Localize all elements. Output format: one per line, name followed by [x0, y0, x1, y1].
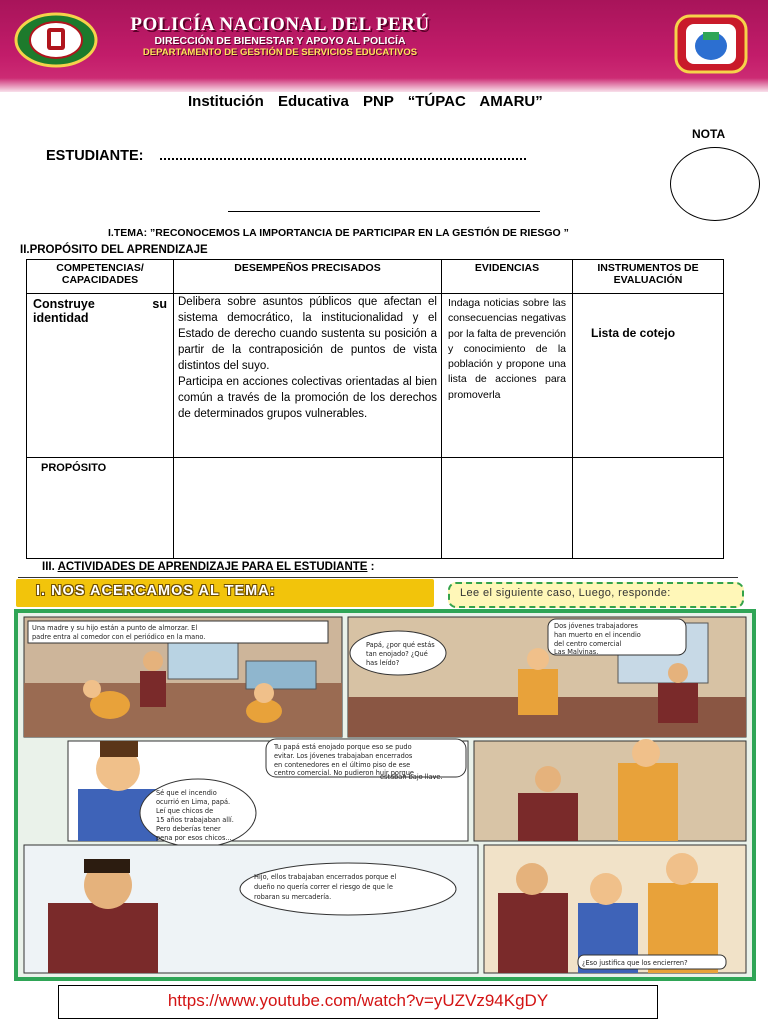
learning-purpose-table: [26, 259, 724, 559]
comic-illustration: [18, 613, 752, 977]
character-father: [140, 671, 166, 707]
bubble-4-line-3: Leí que chicos de: [156, 807, 214, 815]
desempeno-2: Participa en acciones colectivas orientadas al bien común a través de la promoción de los derechos de determinados grupos vulnerables.: [178, 376, 437, 420]
bubble-1-line-3: has leído?: [366, 659, 400, 667]
bubble-5-line-2: dueño no quería correr el riesgo de que le: [254, 883, 393, 891]
activities-prefix: III.: [42, 561, 58, 573]
header-desempenos: DESEMPEÑOS PRECISADOS: [174, 260, 442, 294]
police-crest-icon: [14, 12, 98, 68]
school-crest-icon: [672, 10, 750, 76]
proposito-instrumento-empty[interactable]: [573, 458, 724, 559]
divider-line: [228, 211, 540, 212]
bubble-1-line-1: Papá, ¿por qué estás: [366, 641, 435, 649]
header-subtitle-1: DIRECCIÓN DE BIENESTAR Y APOYO AL POLICÍA: [154, 35, 406, 47]
bubble-3-line-1: Tu papá está enojado porque eso se pudo: [274, 743, 412, 751]
bubble-2-line-4: Las Malvinas.: [554, 648, 599, 656]
tema-title: I.TEMA: ”RECONOCEMOS LA IMPORTANCIA DE PARTICIPAR EN LA GESTIÓN DE RIESGO ”: [108, 227, 569, 239]
evidencia-cell: Indaga noticias sobre las consecuencias negativas por la falta de prevención y conocimiento de la población y propone una lista de acciones para promoverla: [442, 294, 573, 458]
proposito-desempeno-empty[interactable]: [174, 458, 442, 559]
institution-name: Institución Educativa PNP “TÚPAC AMARU”: [188, 93, 543, 110]
activities-title: ACTIVIDADES DE APRENDIZAJE PARA EL ESTUDIANTE: [57, 561, 368, 573]
activities-heading: [42, 561, 375, 573]
comic-strip: [14, 609, 756, 981]
desempenos-cell: [174, 294, 442, 458]
bubble-2-line-2: han muerto en el incendio: [554, 631, 641, 639]
instruction-text: Lee el siguiente caso, Luego, responde:: [460, 587, 671, 599]
header-competencias: COMPETENCIAS/ CAPACIDADES: [27, 260, 174, 294]
nos-acercamos-title: I. NOS ACERCAMOS AL TEMA:: [36, 583, 276, 599]
bubble-3-line-3: en contenedores en el último piso de ese: [274, 761, 411, 769]
proposito-evidencia-empty[interactable]: [442, 458, 573, 559]
caption-1-line-1: Una madre y su hijo están a punto de almorzar. El: [32, 624, 198, 632]
student-label: ESTUDIANTE:: [46, 148, 144, 164]
instrumento-cell: Lista de cotejo: [573, 294, 724, 458]
activities-suffix: :: [367, 561, 375, 573]
bubble-4-line-2: ocurrió en Lima, papá.: [156, 798, 231, 806]
header-instrumentos: INSTRUMENTOS DE EVALUACIÓN: [573, 260, 724, 294]
bubble-5-line-1: Hijo, ellos trabajaban encerrados porque el: [254, 873, 397, 881]
bubble-6-text: ¿Eso justifica que los encierren?: [582, 959, 688, 967]
proposito-heading: II.PROPÓSITO DEL APRENDIZAJE: [20, 244, 208, 256]
header-evidencias: EVIDENCIAS: [442, 260, 573, 294]
competencia-cell: Construye su identidad: [27, 294, 174, 458]
bubble-4-line-1: Sé que el incendio: [156, 789, 217, 797]
bubble-3-line-5: estaban bajo llave.: [380, 773, 443, 781]
bubble-4-line-5: Pero deberías tener: [156, 825, 221, 833]
section-separator: [18, 577, 738, 578]
caption-1-line-2: padre entra al comedor con el periódico en la mano.: [32, 633, 206, 641]
bubble-2-line-1: Dos jóvenes trabajadores: [554, 622, 638, 630]
student-name-field[interactable]: [160, 158, 526, 160]
video-link[interactable]: https://www.youtube.com/watch?v=yUZVz94KgDY: [167, 991, 549, 1010]
bubble-3-line-2: evitar. Los jóvenes trabajaban encerrados: [274, 752, 413, 760]
bubble-5-line-3: robaran su mercadería.: [254, 893, 332, 901]
bubble-2-line-3: del centro comercial: [554, 640, 622, 648]
header-subtitle-2: DEPARTAMENTO DE GESTIÓN DE SERVICIOS EDUCATIVOS: [142, 47, 418, 58]
header-title: POLICÍA NACIONAL DEL PERÚ: [130, 14, 430, 35]
nota-label: NOTA: [692, 127, 726, 141]
desempeno-1: Delibera sobre asuntos públicos que afectan el sistema democrático, la institucionalidad y el Estado de derecho cuando sustenta su posición a partir de la contraposición de puntos de vista distintos del suyo.: [178, 296, 437, 372]
bubble-3-line-4: centro comercial. No pudieron huir porque: [274, 769, 414, 777]
bubble-1-line-2: tan enojado? ¿Qué: [366, 650, 428, 658]
proposito-cell: PROPÓSITO: [27, 458, 174, 559]
bubble-4-line-4: 15 años trabajaban allí.: [156, 816, 234, 824]
bubble-4-line-6: pena por esos chicos...: [156, 834, 232, 842]
nota-circle: [670, 147, 760, 221]
